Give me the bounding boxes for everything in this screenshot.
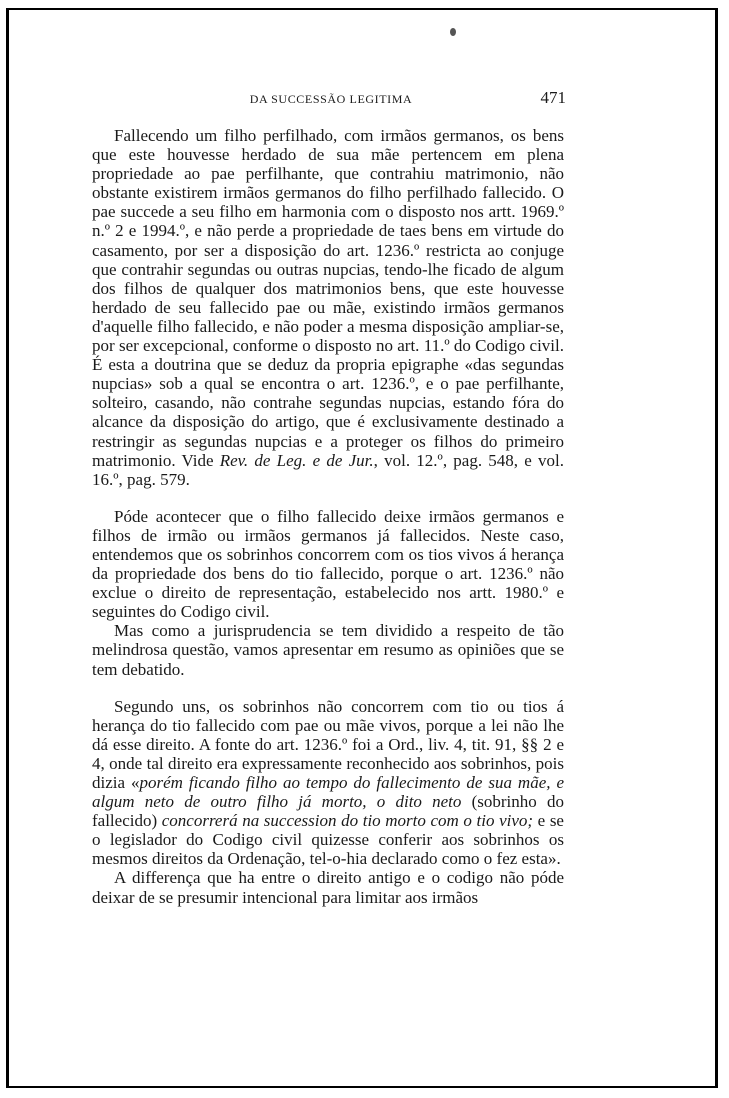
paragraph-5: A differença que ha entre o direito antigo e o codigo não póde deixar de se presumir intencional para limitar aos irmãos: [92, 868, 564, 907]
page-header: [92, 88, 570, 112]
print-speck: [450, 28, 456, 36]
body-text: [92, 126, 564, 907]
running-title: DA SUCCESSÃO LEGITIMA: [249, 92, 413, 106]
paragraph-3: Mas como a jurisprudencia se tem dividido a respeito de tão melindrosa questão, vamos apresentar em resumo as opiniões que se tem debatido.: [92, 621, 564, 679]
page-number: 471: [540, 88, 566, 107]
paragraph-4: Segundo uns, os sobrinhos não concorrem com tio ou tios á herança do tio fallecido com pae ou mãe vivos, porque a lei não lhe dá esse direito. A fonte do art. 1236.º foi a Ord., liv. 4, tit. 91, §§ 2 e 4, onde tal direito era expressamente reconhecido aos sobrinhos, pois dizia «porém ficando filho ao tempo do fallecimento de sua mãe, e algum neto de outro filho já morto, o dito neto (sobrinho do fallecido) concorrerá na succession do tio morto com o tio vivo; e se o legislador do Codigo civil quizesse conferir aos sobrinhos os mesmos direitos da Ordenação, tel-o-hia declarado como o fez esta».: [92, 696, 564, 869]
paragraph-2: Póde acontecer que o filho fallecido deixe irmãos germanos e filhos de irmão ou irmãos germanos já fallecidos. Neste caso, entendemos que os sobrinhos concorrem com os tios vivos á herança da propriedade dos bens do tio fallecido, porque o art. 1236.º não exclue o direito de representação, estabelecido nos artt. 1980.º e seguintes do Codigo civil.: [92, 506, 564, 622]
paragraph-1: Fallecendo um filho perfilhado, com irmãos germanos, os bens que este houvesse herdado de sua mãe pertencem em plena propriedade ao pae perfilhante, que contrahiu matrimonio, não obstante existirem irmãos germanos do filho perfilhado fallecido. O pae succede a seu filho em harmonia com o disposto nos artt. 1969.º n.º 2 e 1994.º, e não perde a propriedade de taes bens em virtude do casamento, por ser a disposição do art. 1236.º restricta ao conjuge que contrahir segundas ou outras nupcias, tendo-lhe ficado de algum dos filhos de qualquer dos matrimonios bens, que este houvesse herdado de seu fallecido pae ou mãe, existindo irmãos germanos d'aquelle filho fallecido, e não poder a mesma disposição ampliar-se, por ser excepcional, conforme o disposto no art. 11.º do Codigo civil. É esta a doutrina que se deduz da propria epigraphe «das segundas nupcias» sob a qual se encontra o art. 1236.º, e o pae perfilhante, solteiro, casando, não contrahe segundas nupcias, estando fóra do alcance da disposição do artigo, que é exclusivamente destinado a restringir as segundas nupcias e a proteger os filhos do primeiro matrimonio. Vide Rev. de Leg. e de Jur., vol. 12.º, pag. 548, e vol. 16.º, pag. 579.: [92, 126, 564, 489]
